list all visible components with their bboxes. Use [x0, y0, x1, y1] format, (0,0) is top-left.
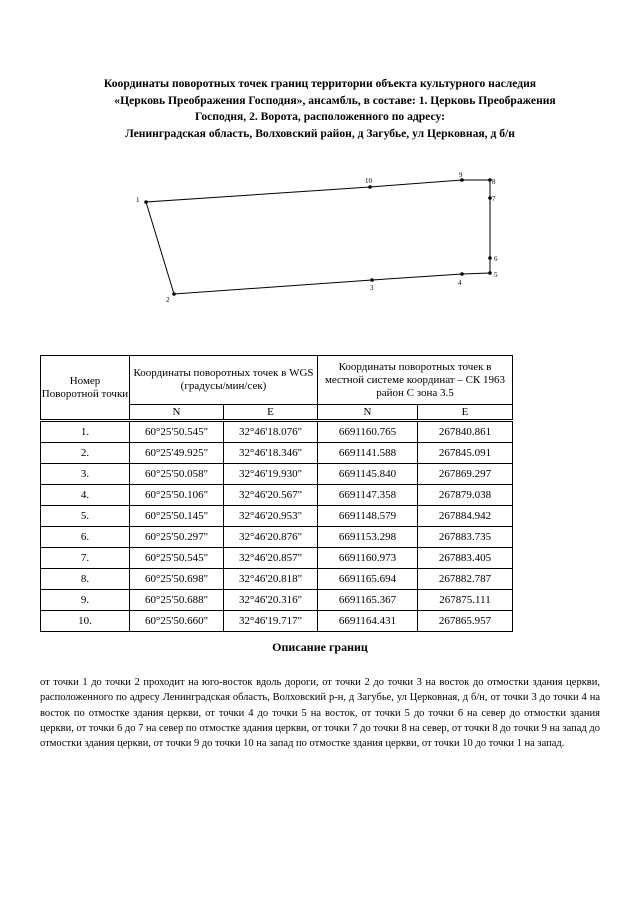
subheader-local-e: E — [418, 405, 513, 421]
point-marker-4 — [460, 272, 464, 276]
table-row — [41, 443, 513, 464]
cell-wgs-n: 60°25'50.688" — [130, 590, 224, 611]
document-title — [40, 76, 600, 142]
point-label-4: 4 — [458, 279, 462, 287]
cell-wgs-e: 32°46'18.076" — [224, 421, 318, 443]
header-local-coordinates: Координаты поворотных точек в местной системе координат – СК 1963 район С зона 3.5 — [318, 356, 513, 405]
cell-local-n: 6691164.431 — [318, 611, 418, 632]
point-label-7: 7 — [492, 195, 496, 203]
cell-local-e: 267879.038 — [418, 485, 513, 506]
cell-local-n: 6691147.358 — [318, 485, 418, 506]
cell-local-n: 6691165.367 — [318, 590, 418, 611]
point-label-1: 1 — [136, 196, 140, 204]
cell-wgs-e: 32°46'20.567" — [224, 485, 318, 506]
table-row — [41, 464, 513, 485]
boundaries-heading: Описание границ — [272, 640, 368, 654]
point-marker-2 — [172, 292, 176, 296]
subheader-local-n: N — [318, 405, 418, 421]
table-row — [41, 527, 513, 548]
table-row — [41, 506, 513, 527]
cell-local-n: 6691165.694 — [318, 569, 418, 590]
point-marker-3 — [370, 278, 374, 282]
header-point-number: Номер Поворотной точки — [41, 356, 130, 421]
cell-number: 9. — [41, 590, 130, 611]
title-line-3: Господня, 2. Ворота, расположенного по адресу: — [195, 110, 445, 123]
cell-wgs-e: 32°46'20.316" — [224, 590, 318, 611]
cell-number: 6. — [41, 527, 130, 548]
point-label-2: 2 — [166, 296, 170, 304]
cell-local-e: 267883.735 — [418, 527, 513, 548]
point-marker-10 — [368, 185, 372, 189]
cell-local-n: 6691160.765 — [318, 421, 418, 443]
cell-wgs-e: 32°46'19.930" — [224, 464, 318, 485]
point-label-3: 3 — [370, 284, 374, 292]
table-row — [41, 569, 513, 590]
cell-wgs-e: 32°46'20.857" — [224, 548, 318, 569]
cell-local-e: 267884.942 — [418, 506, 513, 527]
cell-local-n: 6691148.579 — [318, 506, 418, 527]
point-marker-1 — [144, 200, 148, 204]
cell-wgs-n: 60°25'50.297" — [130, 527, 224, 548]
boundary-polygon — [146, 180, 490, 294]
cell-number: 1. — [41, 421, 130, 443]
title-line-2: «Церковь Преображения Господня», ансамбль, в составе: 1. Церковь Преображения — [114, 93, 556, 107]
point-label-5: 5 — [494, 271, 498, 279]
point-label-9: 9 — [459, 171, 463, 179]
table-row — [41, 548, 513, 569]
table-row — [41, 485, 513, 506]
cell-wgs-e: 32°46'20.818" — [224, 569, 318, 590]
cell-wgs-n: 60°25'49.925" — [130, 443, 224, 464]
cell-local-n: 6691141.588 — [318, 443, 418, 464]
cell-number: 4. — [41, 485, 130, 506]
cell-local-e: 267882.787 — [418, 569, 513, 590]
cell-number: 2. — [41, 443, 130, 464]
point-label-8: 8 — [492, 178, 496, 186]
boundary-plan — [120, 168, 520, 308]
cell-number: 10. — [41, 611, 130, 632]
subheader-wgs-e: E — [224, 405, 318, 421]
cell-number: 5. — [41, 506, 130, 527]
cell-number: 3. — [41, 464, 130, 485]
coordinates-table — [40, 355, 513, 632]
cell-wgs-e: 32°46'18.346" — [224, 443, 318, 464]
cell-wgs-n: 60°25'50.106" — [130, 485, 224, 506]
header-wgs-coordinates: Координаты поворотных точек в WGS (градусы/мин/сек) — [130, 356, 318, 405]
cell-wgs-n: 60°25'50.145" — [130, 506, 224, 527]
cell-local-e: 267865.957 — [418, 611, 513, 632]
table-row — [41, 611, 513, 632]
cell-wgs-n: 60°25'50.660" — [130, 611, 224, 632]
cell-wgs-n: 60°25'50.058" — [130, 464, 224, 485]
cell-wgs-e: 32°46'20.953" — [224, 506, 318, 527]
boundaries-description: от точки 1 до точки 2 проходит на юго-восток вдоль дороги, от точки 2 до точки 3 на восток до отмостки здания церкви, расположенного по адресу Ленинградская область, Волховский р-н, д Загубье, ул Церковная, д б/н, от точки 3 до точки 4 на восток по отмостке здания церкви, от точки 4 до точки 5 на восток, от точки 5 до точки 6 на север до отмостки здания церкви, от точки 6 до 7 на север по отмостке здания церкви, от точки 7 до точки 8 на север, от точки 8 до точки 9 на запад до отмостки здания церкви, от точки 9 до точки 10 на запад по отмостке здания церкви, от точки 10 до точки 1 на запад. — [40, 677, 600, 750]
cell-local-n: 6691145.840 — [318, 464, 418, 485]
point-marker-5 — [488, 271, 492, 275]
title-line-4: Ленинградская область, Волховский район, д Загубье, ул Церковная, д б/н — [125, 126, 515, 140]
table-row — [41, 590, 513, 611]
cell-local-e: 267869.297 — [418, 464, 513, 485]
cell-local-e: 267883.405 — [418, 548, 513, 569]
table-row — [41, 421, 513, 443]
cell-number: 7. — [41, 548, 130, 569]
cell-wgs-n: 60°25'50.545" — [130, 421, 224, 443]
cell-wgs-n: 60°25'50.698" — [130, 569, 224, 590]
cell-local-e: 267875.111 — [418, 590, 513, 611]
cell-wgs-e: 32°46'19.717" — [224, 611, 318, 632]
cell-local-n: 6691153.298 — [318, 527, 418, 548]
title-line-1: Координаты поворотных точек границ территории объекта культурного наследия — [103, 77, 537, 90]
point-label-10: 10 — [365, 177, 372, 185]
cell-local-e: 267845.091 — [418, 443, 513, 464]
point-label-6: 6 — [494, 255, 498, 263]
cell-local-n: 6691160.973 — [318, 548, 418, 569]
cell-local-e: 267840.861 — [418, 421, 513, 443]
point-marker-6 — [488, 256, 492, 260]
cell-number: 8. — [41, 569, 130, 590]
cell-wgs-e: 32°46'20.876" — [224, 527, 318, 548]
cell-wgs-n: 60°25'50.545" — [130, 548, 224, 569]
subheader-wgs-n: N — [130, 405, 224, 421]
